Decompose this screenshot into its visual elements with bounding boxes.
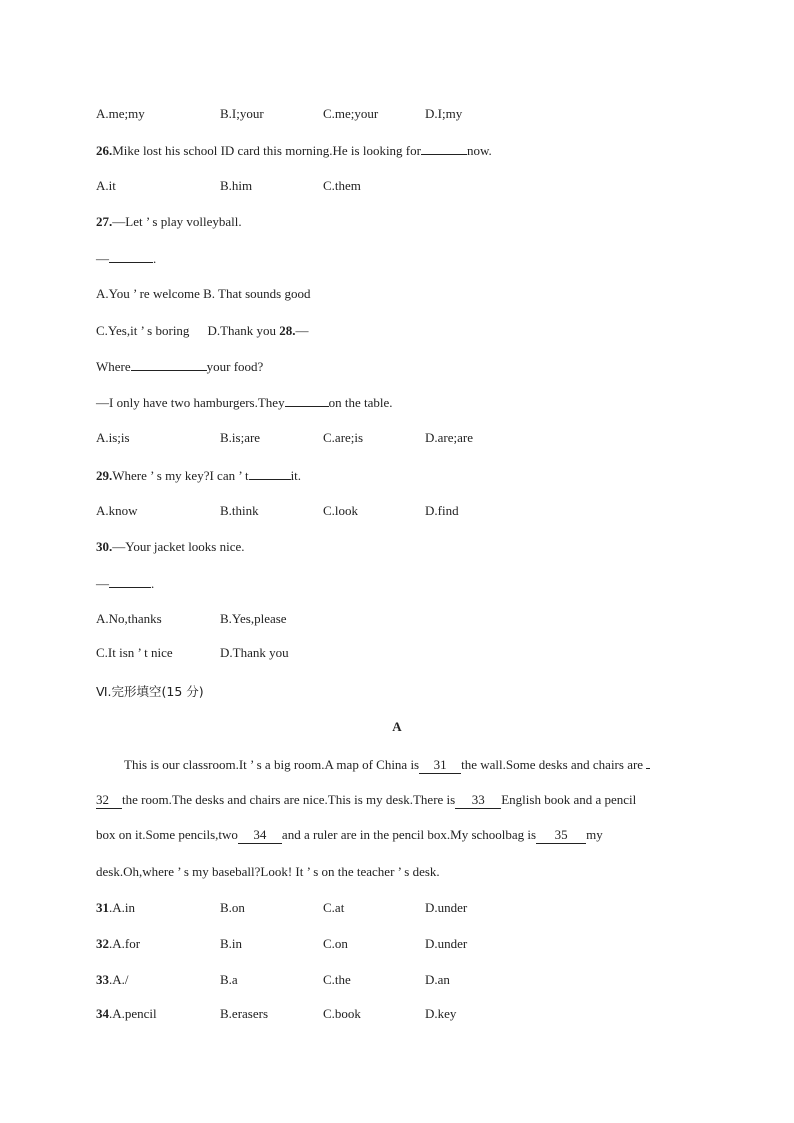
passage-line-1 — [124, 756, 650, 774]
cloze-32-option-c: C.on — [323, 936, 348, 951]
q26-option-c: C.them — [323, 178, 361, 193]
passage-text: the room.The desks and chairs are nice.This is my desk.There is — [122, 792, 456, 807]
passage-text: This is our classroom.It ’ s a big room.A map of China is — [124, 757, 420, 772]
q29-blank — [249, 467, 291, 480]
passage-text: the wall.Some desks and chairs are — [461, 757, 644, 772]
passage-line-4: desk.Oh,where ’ s my baseball?Look! It ’ s on the teacher ’ s desk. — [96, 864, 440, 879]
q30-answer-line — [96, 575, 154, 592]
cloze-option-a: .A.for — [109, 936, 141, 951]
cloze-number: 32 — [96, 936, 109, 951]
q30-question — [96, 539, 245, 555]
cloze-number: 31 — [96, 900, 109, 915]
cloze-32-option-b: B.in — [220, 936, 243, 951]
q29-option-a: A.know — [96, 503, 138, 518]
cloze-31-option-b: B.on — [220, 900, 245, 915]
cloze-32 — [96, 936, 140, 952]
q26-number: 26. — [96, 143, 113, 158]
q27-option-d: D.Thank you — [207, 323, 280, 338]
blank-35: 35 — [536, 827, 586, 844]
q27-blank — [109, 250, 153, 263]
q29-text: Where ’ s my key?I can ’ t — [112, 468, 249, 483]
q30-dash: — — [96, 576, 109, 591]
cloze-34-option-d: D.key — [425, 1006, 457, 1021]
q29-text-end: it. — [290, 468, 302, 483]
q30-option-c: C.It isn ’ t nice — [96, 645, 173, 660]
q28-dash: — — [295, 323, 309, 338]
q26-text: Mike lost his school ID card this morning.He is looking for — [112, 143, 421, 158]
q28-where: Where — [96, 359, 131, 374]
q27-answer-line — [96, 250, 156, 267]
q30-end: . — [151, 576, 155, 591]
cloze-34-option-c: C.book — [323, 1006, 361, 1021]
q28-reply — [96, 394, 392, 411]
q28-question — [96, 358, 263, 375]
q26-text-end: now. — [466, 143, 492, 158]
q28-option-a: A.is;is — [96, 430, 130, 445]
cloze-number: 34 — [96, 1006, 109, 1021]
q28-reply-text: —I only have two hamburgers.They — [96, 395, 285, 410]
q30-number: 30. — [96, 539, 113, 554]
cloze-32-option-d: D.under — [425, 936, 468, 951]
q28-blank-1 — [131, 358, 207, 371]
q25-option-b: B.I;your — [220, 106, 264, 121]
q27-option-c: C.Yes,it ’ s boring — [96, 323, 190, 338]
q28-number: 28. — [279, 323, 296, 338]
q28-reply-end: on the table. — [328, 395, 393, 410]
cloze-31-option-d: D.under — [425, 900, 468, 915]
q28-your-food: your food? — [206, 359, 264, 374]
passage-line-2 — [96, 792, 636, 809]
passage-line-3 — [96, 827, 603, 844]
q27-options-line1: A.You ’ re welcome B. That sounds good — [96, 286, 311, 301]
cloze-option-a: .A./ — [109, 972, 129, 987]
blank-32: 32 — [96, 792, 122, 809]
q27-end: . — [153, 251, 157, 266]
q29-option-d: D.find — [425, 503, 459, 518]
q26-blank — [421, 142, 467, 155]
q30-blank — [109, 575, 151, 588]
q29-option-c: C.look — [323, 503, 359, 518]
cloze-33 — [96, 972, 129, 988]
q30-option-d: D.Thank you — [220, 645, 289, 660]
cloze-33-option-b: B.a — [220, 972, 238, 987]
q27-prompt: —Let ’ s play volleyball. — [112, 214, 242, 229]
q25-option-d: D.I;my — [425, 106, 463, 121]
passage-text: my — [586, 827, 603, 842]
cloze-option-a: .A.pencil — [109, 1006, 157, 1021]
q28-option-c: C.are;is — [323, 430, 364, 445]
cloze-33-option-d: D.an — [425, 972, 450, 987]
cloze-option-a: .A.in — [109, 900, 135, 915]
section-title: Ⅵ.完形填空(15 分) — [96, 684, 204, 699]
cloze-31-option-c: C.at — [323, 900, 345, 915]
q29-question — [96, 467, 301, 484]
q29-option-b: B.think — [220, 503, 259, 518]
q26-option-a: A.it — [96, 178, 116, 193]
q29-number: 29. — [96, 468, 113, 483]
passage-text: and a ruler are in the pencil box.My schoolbag is — [281, 827, 537, 842]
cloze-number: 33 — [96, 972, 109, 987]
blank-33: 33 — [455, 792, 501, 809]
q25-option-a: A.me;my — [96, 106, 145, 121]
q26-option-b: B.him — [220, 178, 253, 193]
passage-text: box on it.Some pencils,two — [96, 827, 238, 842]
q27-question — [96, 214, 242, 230]
blank-31: 31 — [419, 757, 461, 774]
q27-number: 27. — [96, 214, 113, 229]
q28-option-d: D.are;are — [425, 430, 473, 445]
passage-heading: A — [392, 719, 402, 734]
q30-option-a: A.No,thanks — [96, 611, 162, 626]
q28-blank-2 — [285, 394, 329, 407]
q27-options-line2 — [96, 323, 309, 339]
q26-question — [96, 142, 492, 159]
passage-text: English book and a pencil — [501, 792, 637, 807]
q30-option-b: B.Yes,please — [220, 611, 287, 626]
q27-dash: — — [96, 251, 109, 266]
q28-option-b: B.is;are — [220, 430, 261, 445]
q25-option-c: C.me;your — [323, 106, 379, 121]
cloze-34-option-b: B.erasers — [220, 1006, 269, 1021]
cloze-31 — [96, 900, 135, 916]
q30-prompt: —Your jacket looks nice. — [112, 539, 245, 554]
cloze-33-option-c: C.the — [323, 972, 351, 987]
blank-34: 34 — [238, 827, 282, 844]
trailing-blank — [646, 756, 650, 769]
cloze-34 — [96, 1006, 157, 1022]
